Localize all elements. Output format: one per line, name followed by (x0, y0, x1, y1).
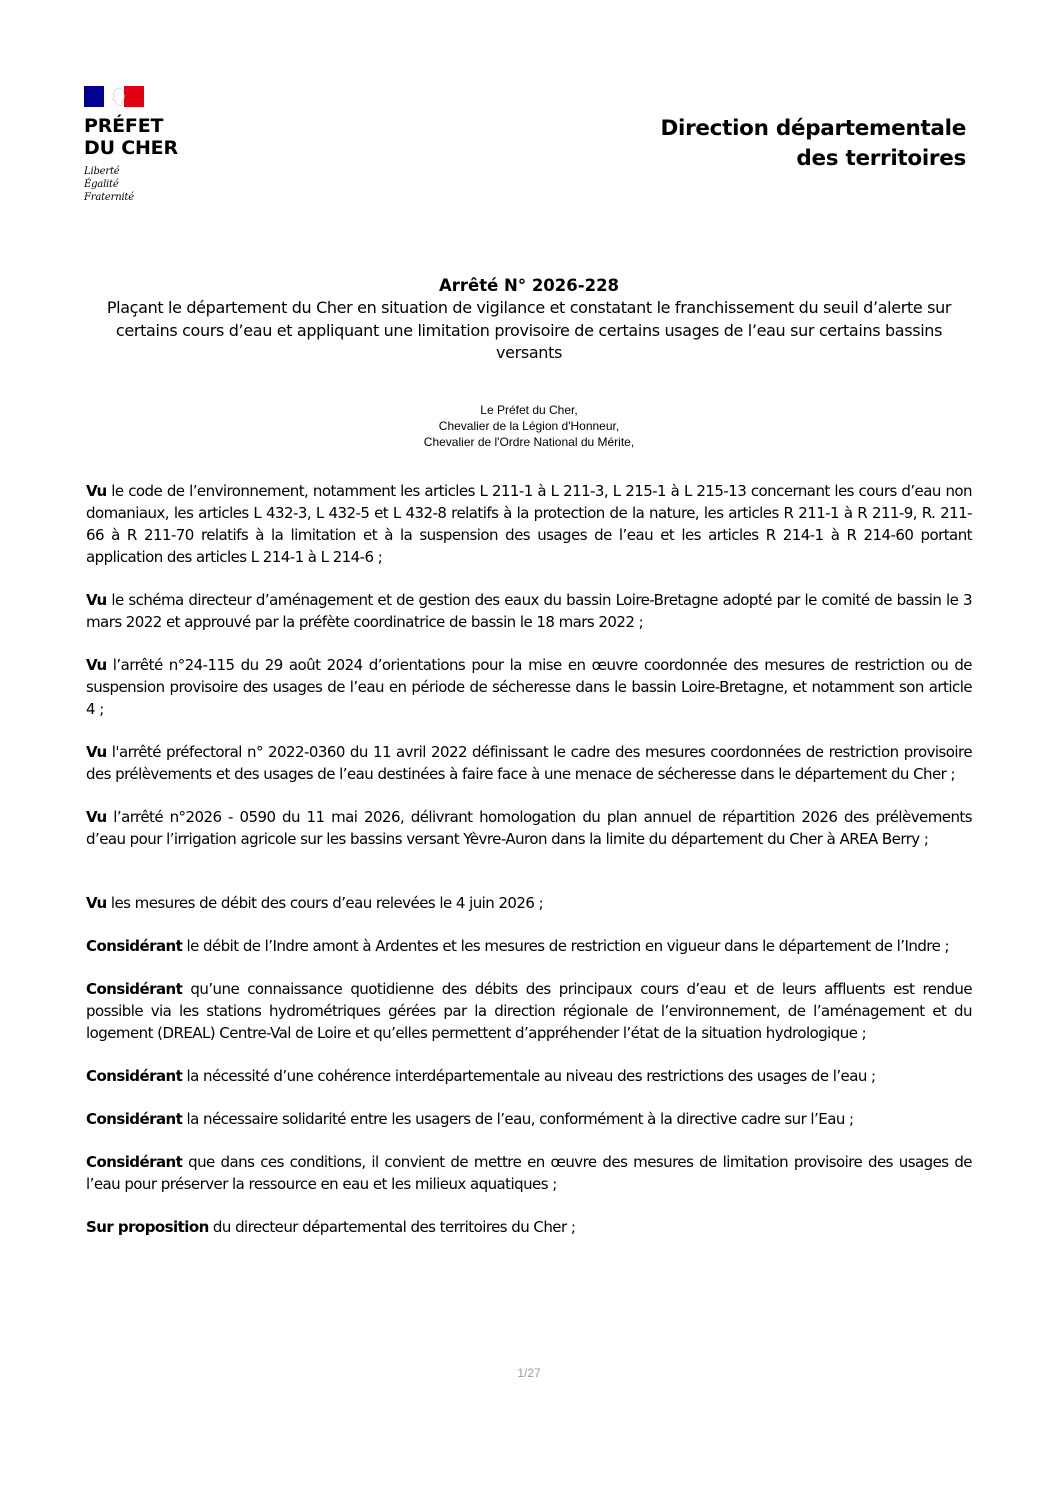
paragraph-lead: Vu (86, 656, 107, 674)
paragraph-vu-arrete-24-115 (86, 654, 972, 720)
paragraph-text: le schéma directeur d’aménagement et de gestion des eaux du bassin Loire-Bretagne adopté par le comité de bassin le 3 mars 2022 et approuvé par la préfète coordinatrice de bassin le 18 mars 2022 ; (86, 591, 972, 631)
paragraph-text: le débit de l’Indre amont à Ardentes et les mesures de restriction en vigueur dans le département de l’Indre ; (182, 937, 949, 955)
republic-flag-icon (84, 86, 144, 107)
paragraph-vu-code-environnement (86, 480, 972, 568)
arrete-body (86, 480, 972, 1238)
paragraph-sur-proposition (86, 1216, 972, 1238)
page-number: 1/27 (517, 1366, 541, 1380)
prefecture-logo (84, 86, 244, 204)
paragraph-lead: Considérant (86, 1153, 183, 1171)
paragraph-text: l'arrêté préfectoral n° 2022-0360 du 11 avril 2022 définissant le cadre des mesures coordonnées de restriction provisoire des prélèvements et des usages de l’eau destinées à faire face à une menace de sécheresse dans le département du Cher ; (86, 743, 972, 783)
paragraph-considerant-indre (86, 935, 972, 957)
paragraph-lead: Vu (86, 482, 107, 500)
paragraph-text: les mesures de débit des cours d’eau relevées le 4 juin 2026 ; (106, 894, 544, 912)
paragraph-text: l’arrêté n°24-115 du 29 août 2024 d’orientations pour la mise en œuvre coordonnée des mesures de restriction ou de suspension provisoire des usages de l’eau en période de sécheresse dans le bassin Loire-Bretagne, et notamment son article 4 ; (86, 656, 972, 718)
prefet-block (84, 402, 974, 450)
motto-fraternite: Fraternité (84, 192, 134, 203)
paragraph-text: le code de l’environnement, notamment les articles L 211-1 à L 211-3, L 215-1 à L 215-13 concernant les cours d’eau non domaniaux, les articles L 432-3, L 432-5 et L 432-8 relatifs à la protection de la nature, les articles R 211-1 à R 211-9, R. 211-66 à R 211-70 relatifs à la limitation et à la suspension des usages de l’eau et les articles R 214-1 à R 214-60 portant application des articles L 214-1 à L 214-6 ; (86, 482, 972, 566)
logo-name (84, 115, 244, 159)
motto-egalite: Égalité (84, 179, 119, 190)
arrete-subtitle: Plaçant le département du Cher en situation de vigilance et constatant le franchissement du seuil d’alerte sur certains cours d’eau et appliquant une limitation provisoire de certains usages de l’eau sur certains bassins versants (106, 298, 952, 362)
paragraph-vu-sdage (86, 589, 972, 633)
paragraph-vu-mesures-debit (86, 892, 972, 914)
paragraph-text: qu’une connaissance quotidienne des débits des principaux cours d’eau et de leurs affluents est rendue possible via les stations hydrométriques gérées par la direction régionale de l’environnement, de l’aménagement et du logement (DREAL) Centre-Val de Loire et qu’elles permettent d’appréhender l’état de la situation hydrologique ; (86, 980, 972, 1042)
paragraph-considerant-solidarite (86, 1108, 972, 1130)
paragraph-text: que dans ces conditions, il convient de mettre en œuvre des mesures de limitation provisoire des usages de l’eau pour préserver la ressource en eau et les milieux aquatiques ; (86, 1153, 972, 1193)
logo-line-1: PRÉFET (84, 115, 164, 137)
direction-line-1: Direction départementale (660, 116, 966, 141)
prefet-line-1: Le Préfet du Cher, (480, 403, 578, 417)
paragraph-text: la nécessaire solidarité entre les usagers de l’eau, conformément à la directive cadre sur l’Eau ; (182, 1110, 854, 1128)
paragraph-lead: Vu (86, 808, 107, 826)
arrete-number: Arrêté N° 2026-228 (438, 276, 620, 295)
paragraph-lead: Considérant (86, 1110, 183, 1128)
prefet-line-3: Chevalier de l'Ordre National du Mérite, (423, 435, 635, 449)
paragraph-lead: Vu (86, 591, 107, 609)
paragraph-lead: Considérant (86, 937, 183, 955)
paragraph-vu-arrete-2026-0590 (86, 806, 972, 850)
paragraph-text: l’arrêté n°2026 - 0590 du 11 mai 2026, délivrant homologation du plan annuel de répartition 2026 des prélèvements d’eau pour l’irrigation agricole sur les bassins versant Yèvre-Auron dans la limite du département du Cher à AREA Berry ; (86, 808, 972, 848)
paragraph-considerant-mesures (86, 1151, 972, 1195)
direction-header (660, 114, 966, 174)
paragraph-lead: Vu (86, 743, 107, 761)
marianne-icon (110, 87, 126, 107)
paragraph-text: la nécessité d’une cohérence interdépartementale au niveau des restrictions des usages de l’eau ; (182, 1067, 876, 1085)
republic-motto (84, 165, 244, 204)
paragraph-lead: Considérant (86, 1067, 183, 1085)
paragraph-lead: Considérant (86, 980, 183, 998)
prefet-line-2: Chevalier de la Légion d'Honneur, (438, 419, 620, 433)
direction-line-2: des territoires (796, 146, 966, 171)
arrete-title-block (84, 275, 974, 365)
paragraph-text: du directeur départemental des territoires du Cher ; (208, 1218, 576, 1236)
paragraph-vu-arrete-2022-0360 (86, 741, 972, 785)
logo-line-2: DU CHER (84, 137, 178, 159)
paragraph-considerant-connaissance (86, 978, 972, 1044)
paragraph-considerant-coherence (86, 1065, 972, 1087)
motto-liberte: Liberté (84, 166, 120, 177)
paragraph-lead: Vu (86, 894, 107, 912)
paragraph-lead: Sur proposition (86, 1218, 209, 1236)
